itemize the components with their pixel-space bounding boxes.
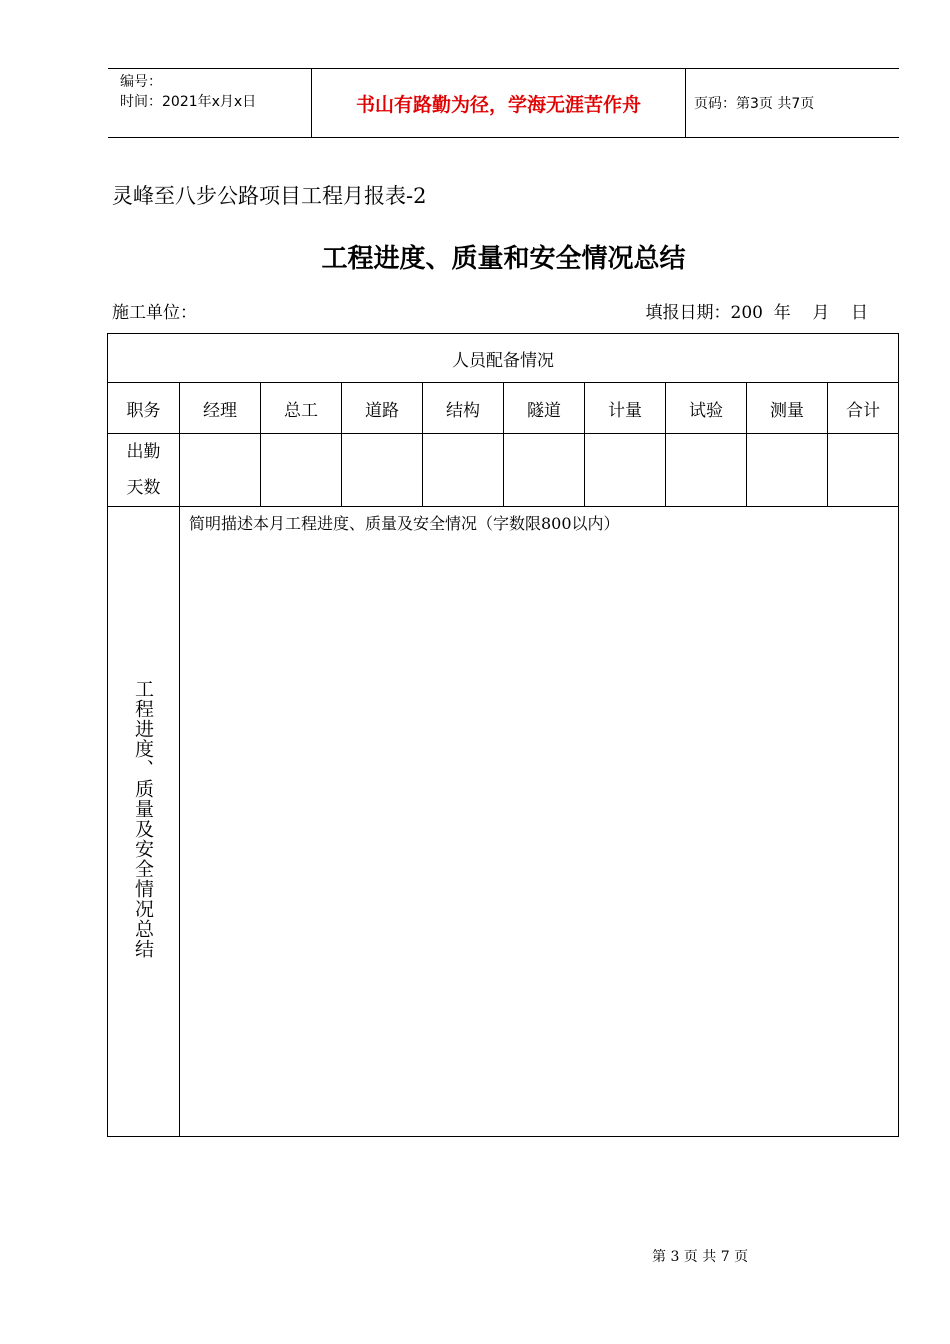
- document-title: 灵峰至八步公路项目工程月报表-2: [112, 184, 427, 208]
- column-header: 测量: [747, 383, 828, 434]
- attendance-cell[interactable]: [423, 434, 504, 507]
- column-header: 结构: [423, 383, 504, 434]
- main-title: 工程进度、质量和安全情况总结: [321, 244, 686, 274]
- construction-unit-label: 施工单位：: [112, 303, 197, 323]
- column-header: 合计: [828, 383, 899, 434]
- summary-label-cell: [108, 507, 180, 1137]
- attendance-cell[interactable]: [666, 434, 747, 507]
- role-label: 职务: [108, 383, 180, 434]
- time-label: 时间：2021年x月x日: [120, 94, 257, 110]
- motto: 书山有路勤为径，学海无涯苦作舟: [311, 69, 686, 137]
- attendance-cell[interactable]: [261, 434, 342, 507]
- column-header: 总工: [261, 383, 342, 434]
- attendance-label-line1: 出勤: [126, 442, 161, 462]
- attendance-cell[interactable]: [342, 434, 423, 507]
- staffing-header: 人员配备情况: [108, 334, 899, 383]
- attendance-cell[interactable]: [180, 434, 261, 507]
- attendance-label-line2: 天数: [126, 478, 161, 498]
- attendance-cell[interactable]: [747, 434, 828, 507]
- page-footer: 第 3 页 共 7 页: [652, 1249, 749, 1265]
- report-date-label: 填报日期：200 年 月 日: [645, 303, 868, 323]
- page-header: [108, 68, 899, 138]
- code-label: 编号：: [120, 74, 162, 90]
- page-label: 页码：第3页 共7页: [694, 96, 815, 112]
- report-table: [107, 333, 899, 1137]
- column-header: 隧道: [504, 383, 585, 434]
- summary-content-cell[interactable]: [180, 507, 899, 1137]
- column-header: 试验: [666, 383, 747, 434]
- summary-instruction: 简明描述本月工程进度、质量及安全情况（字数限800以内）: [189, 514, 620, 533]
- header-left-cell: [108, 69, 311, 137]
- column-header: 计量: [585, 383, 666, 434]
- column-header: 道路: [342, 383, 423, 434]
- attendance-cell[interactable]: [585, 434, 666, 507]
- summary-label: 工程进度、质量及安全情况总结: [132, 679, 154, 959]
- attendance-cell[interactable]: [504, 434, 585, 507]
- attendance-label: [108, 434, 180, 507]
- attendance-cell[interactable]: [828, 434, 899, 507]
- column-header: 经理: [180, 383, 261, 434]
